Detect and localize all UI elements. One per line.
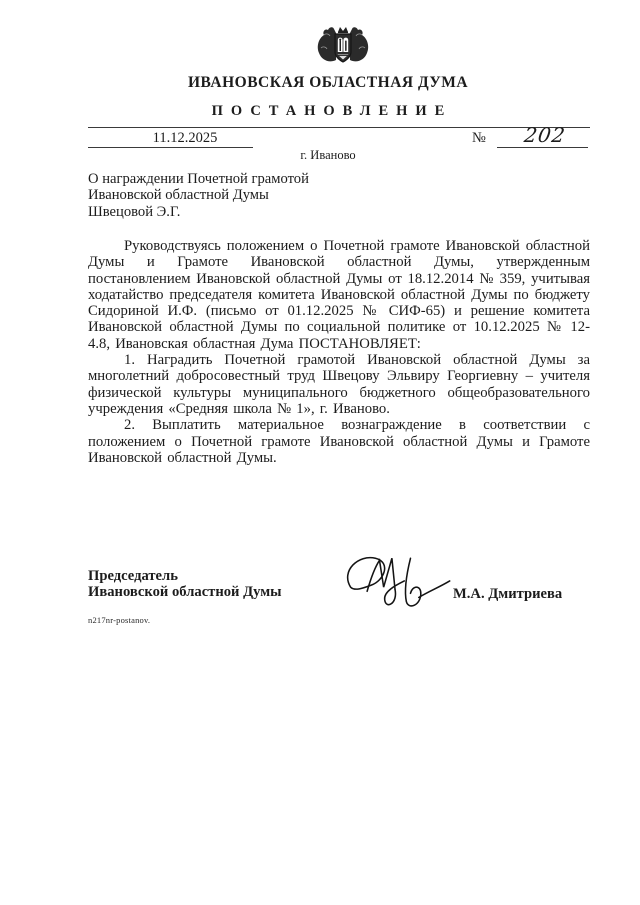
signature-icon (336, 550, 454, 614)
subject-line: Ивановской областной Думы (88, 187, 269, 204)
signatory-name: М.А. Дмитриева (453, 586, 563, 602)
file-reference: n217nr-postanov. (88, 615, 151, 625)
signatory-position-line: Председатель (88, 568, 178, 584)
paragraph-preamble: Руководствуясь положением о Почетной грамоте Ивановской областной Думы и Грамоте Ивановской областной Думы, утвержденным постановлением Ивановской областной Думы от 18.12.2014 № 359, учитывая ходатайство председателя комитета Ивановской областной Думы по бюджету Сидориной И.Ф. (письмо от 01.12.2025 № СИФ-65) и решение комитета Ивановской областной Думы по социальной политике от 10.12.2025 № 12-4.8, Ивановская областная Дума ПОСТАНОВЛЯЕТ: (88, 238, 590, 352)
number-sign: № (472, 130, 486, 146)
signatory-position-line: Ивановской областной Думы (88, 584, 282, 601)
coat-of-arms-icon (316, 26, 370, 68)
doc-number: 202 (522, 123, 568, 147)
paragraph-item-1: 1. Наградить Почетной грамотой Ивановской областной Думы за многолетний добросовестный труд Швецову Эльвиру Георгиевну – учителя физической культуры муниципального бюджетного общеобразовательного учреждения «Средняя школа № 1», г. Иваново. (88, 352, 590, 417)
doc-body (88, 238, 590, 466)
org-title: ИВАНОВСКАЯ ОБЛАСТНАЯ ДУМА (187, 74, 469, 91)
doc-date: 11.12.2025 (152, 130, 218, 146)
signatory-position (88, 568, 368, 601)
subject-line: Швецовой Э.Г. (88, 203, 181, 220)
paragraph-item-2: 2. Выплатить материальное вознаграждение в соответствии с положением о Почетной грамоте Ивановской областной Думы и Грамоте Ивановской областной Думы. (88, 417, 590, 466)
subject-line: О награждении Почетной грамотой (88, 171, 309, 187)
doc-type-title: ПОСТАНОВЛЕНИЕ (211, 103, 453, 119)
doc-place: г. Иваново (300, 148, 356, 162)
doc-subject (88, 171, 488, 220)
